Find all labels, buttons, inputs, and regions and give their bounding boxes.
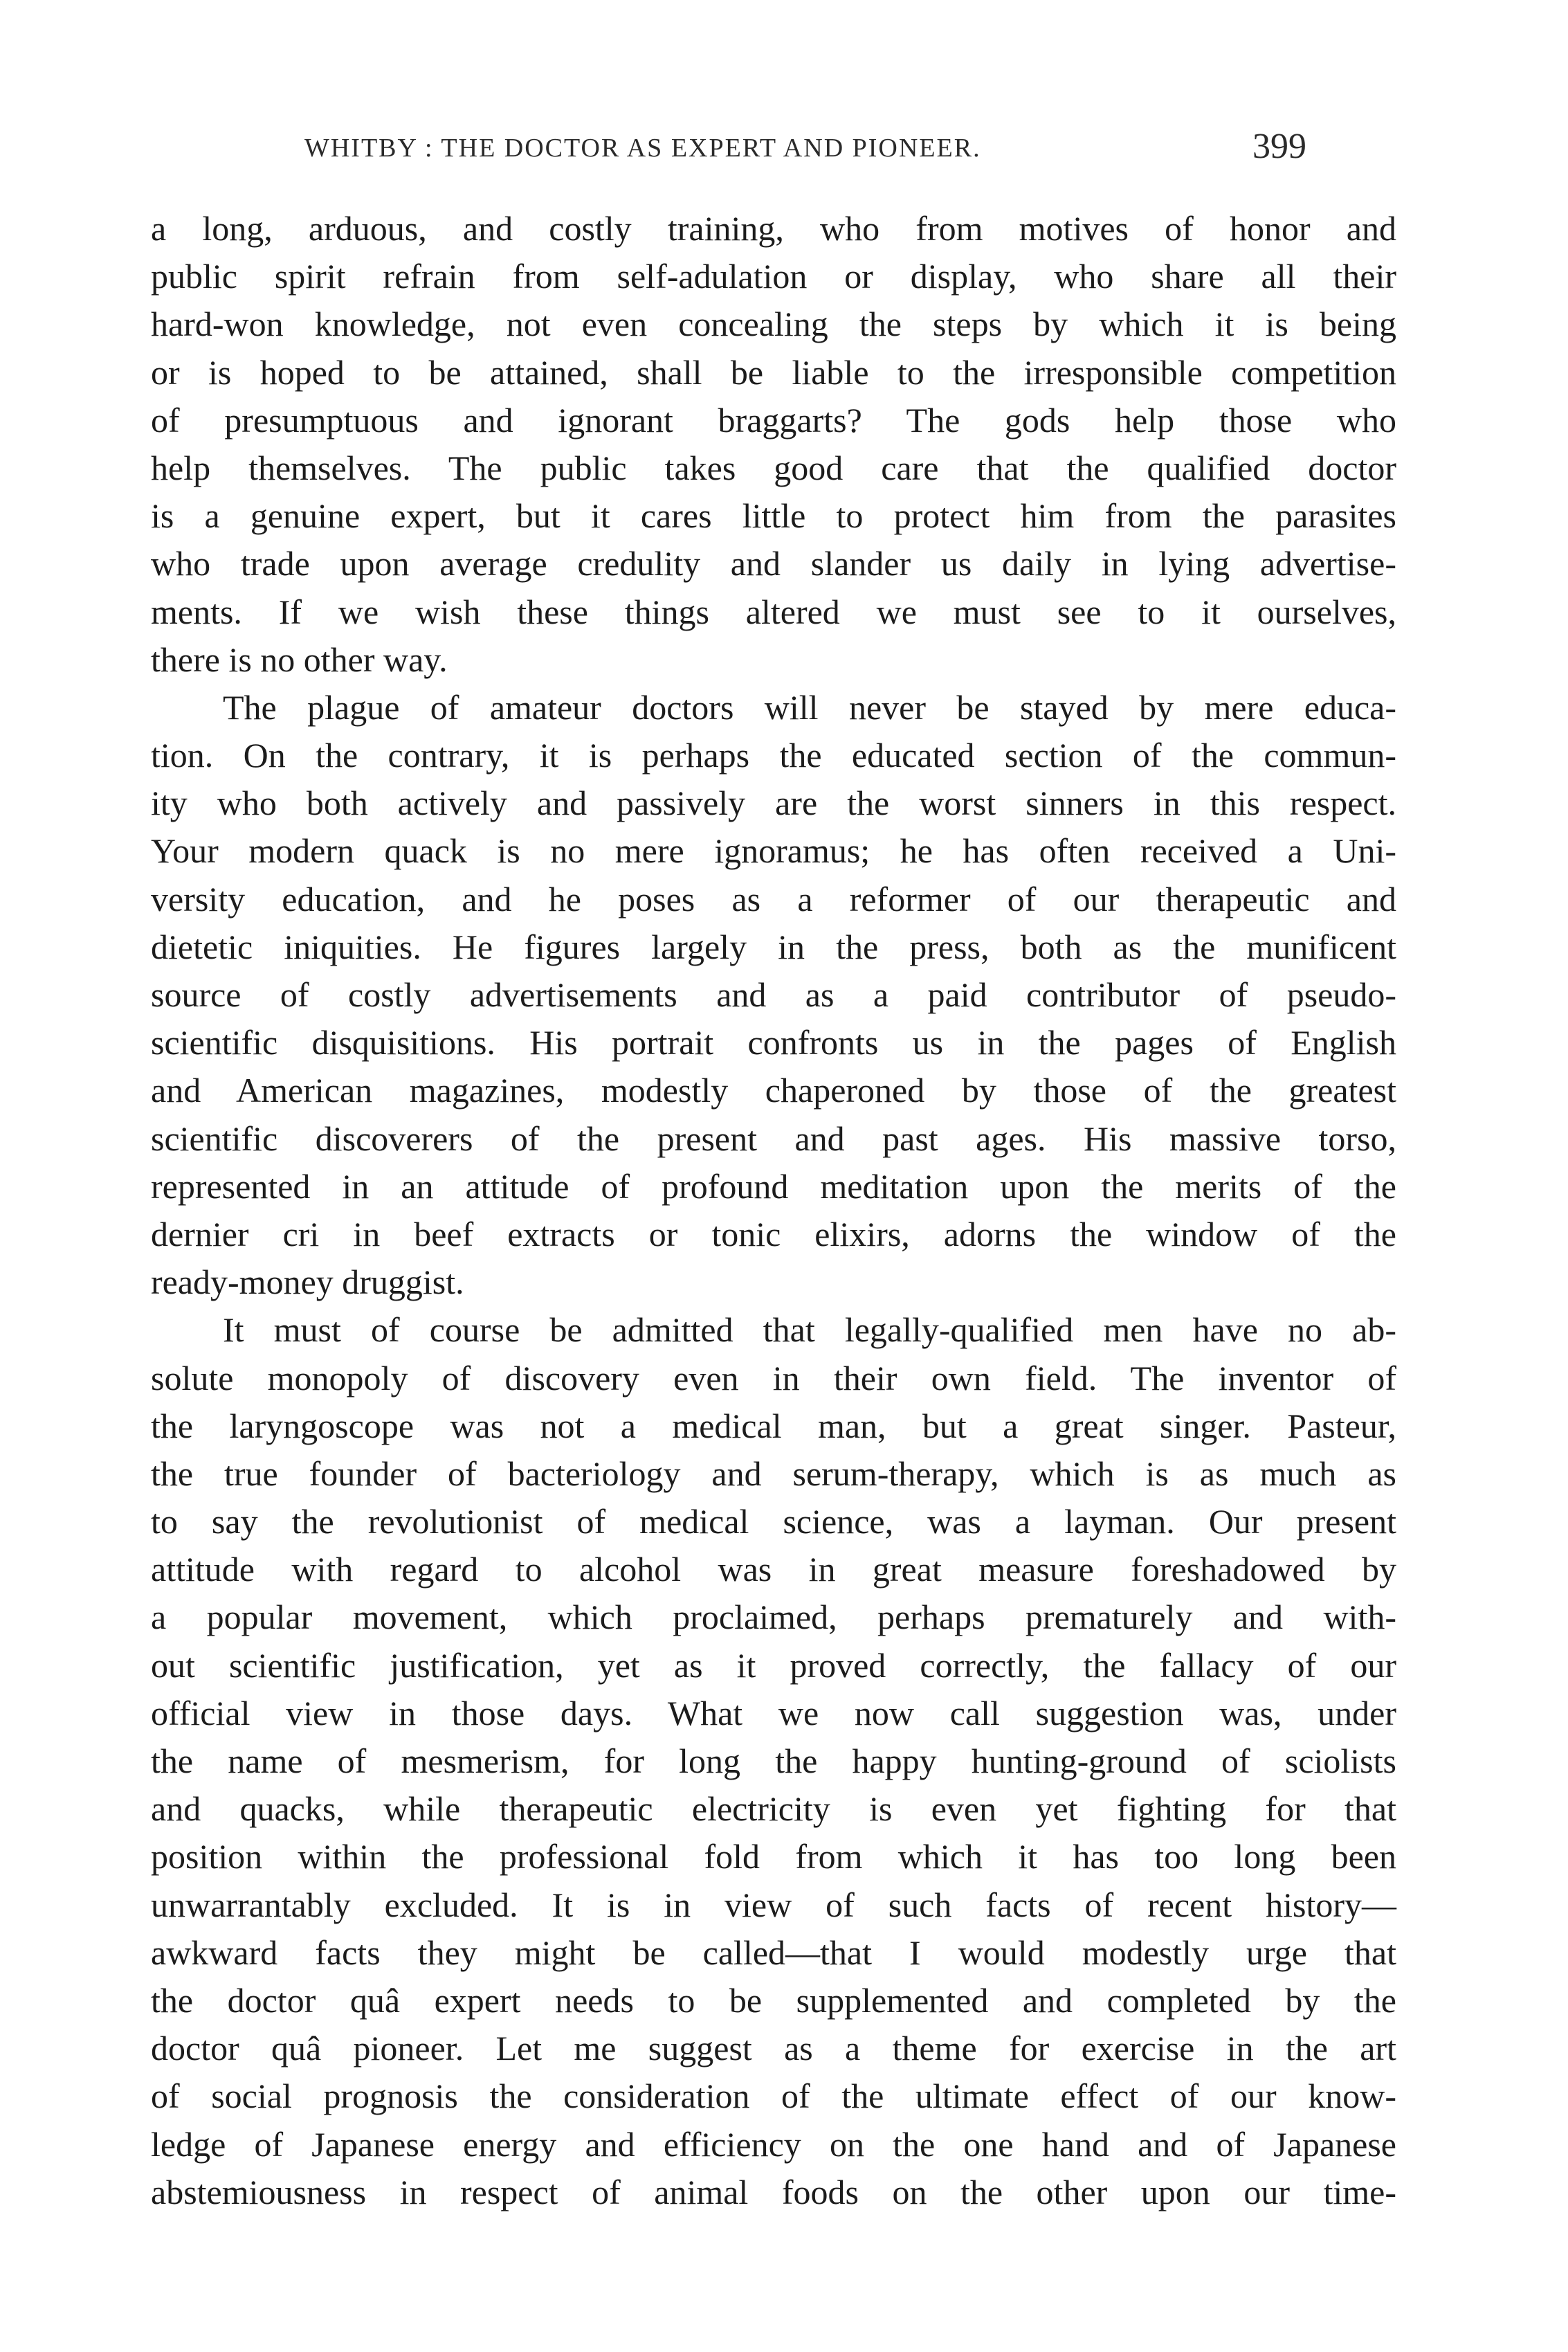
text-line: there is no other way. bbox=[151, 640, 448, 679]
text-line: ready-money druggist. bbox=[151, 1263, 464, 1302]
text-line: hard-won knowledge, not even concealing the steps by which it is being bbox=[151, 305, 1396, 344]
text-line: ity who both actively and passively are the worst sinners in this respect. bbox=[151, 784, 1396, 823]
text-line: out scientific justification, yet as it proved correctly, the fallacy of our bbox=[151, 1645, 1396, 1685]
text-line: doctor quâ pioneer. Let me suggest as a theme for exercise in the art bbox=[151, 2029, 1396, 2068]
text-line: official view in those days. What we now call suggestion was, under bbox=[151, 1693, 1396, 1733]
text-line: a long, arduous, and costly training, who from motives of honor and bbox=[151, 209, 1396, 248]
text-line: the laryngoscope was not a medical man, but a great singer. Pasteur, bbox=[151, 1406, 1396, 1445]
text-line: The plague of amateur doctors will never be stayed by mere educa- bbox=[223, 687, 1396, 727]
text-line: dietetic iniquities. He figures largely in the press, both as the munificent bbox=[151, 927, 1396, 966]
body-text bbox=[151, 205, 1396, 2216]
text-line: and American magazines, modestly chaperoned by those of the greatest bbox=[151, 1071, 1396, 1110]
text-line: to say the revolutionist of medical science, was a layman. Our present bbox=[151, 1502, 1396, 1541]
text-line: of presumptuous and ignorant braggarts? The gods help those who bbox=[151, 400, 1396, 440]
text-line: is a genuine expert, but it cares little to protect him from the parasites bbox=[151, 496, 1396, 536]
text-line: attitude with regard to alcohol was in great measure foreshadowed by bbox=[151, 1550, 1396, 1589]
text-line: the true founder of bacteriology and serum-therapy, which is as much as bbox=[151, 1454, 1396, 1493]
text-line: position within the professional fold from which it has too long been bbox=[151, 1837, 1396, 1876]
text-line: or is hoped to be attained, shall be liable to the irresponsible competition bbox=[151, 352, 1396, 392]
text-line: a popular movement, which proclaimed, perhaps prematurely and with- bbox=[151, 1598, 1396, 1637]
text-line: who trade upon average credulity and slander us daily in lying advertise- bbox=[151, 544, 1396, 584]
text-line: the name of mesmerism, for long the happy hunting-ground of sciolists bbox=[151, 1742, 1396, 1780]
text-line: and quacks, while therapeutic electricity is even yet fighting for that bbox=[151, 1789, 1396, 1829]
text-line: abstemiousness in respect of animal foods on the other upon our time- bbox=[151, 2172, 1396, 2211]
text-line: unwarrantably excluded. It is in view of such facts of recent history— bbox=[151, 1885, 1396, 1924]
text-line: awkward facts they might be called—that I would modestly urge that bbox=[151, 1933, 1396, 1972]
running-head: WHITBY : THE DOCTOR AS EXPERT AND PIONEER. bbox=[304, 134, 981, 163]
text-line: dernier cri in beef extracts or tonic elixirs, adorns the window of the bbox=[151, 1214, 1396, 1254]
text-line: source of costly advertisements and as a paid contributor of pseudo- bbox=[151, 975, 1396, 1014]
text-line: represented in an attitude of profound meditation upon the merits of the bbox=[151, 1166, 1396, 1206]
text-line: scientific disquisitions. His portrait confronts us in the pages of English bbox=[151, 1023, 1396, 1062]
text-line: ledge of Japanese energy and efficiency on the one hand and of Japanese bbox=[151, 2124, 1396, 2164]
text-line: of social prognosis the consideration of the ultimate effect of our know- bbox=[151, 2077, 1396, 2116]
text-line: ments. If we wish these things altered we must see to it ourselves, bbox=[151, 592, 1396, 631]
text-line: versity education, and he poses as a reformer of our therapeutic and bbox=[151, 879, 1396, 919]
text-line: tion. On the contrary, it is perhaps the educated section of the commun- bbox=[151, 736, 1396, 775]
text-line: solute monopoly of discovery even in their own field. The inventor of bbox=[151, 1358, 1396, 1397]
text-line: scientific discoverers of the present and past ages. His massive torso, bbox=[151, 1119, 1396, 1158]
text-line: help themselves. The public takes good care that the qualified doctor bbox=[151, 448, 1396, 487]
text-line: public spirit refrain from self-adulation or display, who share all their bbox=[151, 257, 1396, 296]
text-line: the doctor quâ expert needs to be supplemented and completed by the bbox=[151, 1980, 1396, 2020]
text-line: Your modern quack is no mere ignoramus; he has often received a Uni- bbox=[151, 831, 1396, 871]
page-number: 399 bbox=[1252, 127, 1306, 166]
text-line: It must of course be admitted that legally-qualified men have no ab- bbox=[223, 1310, 1396, 1350]
